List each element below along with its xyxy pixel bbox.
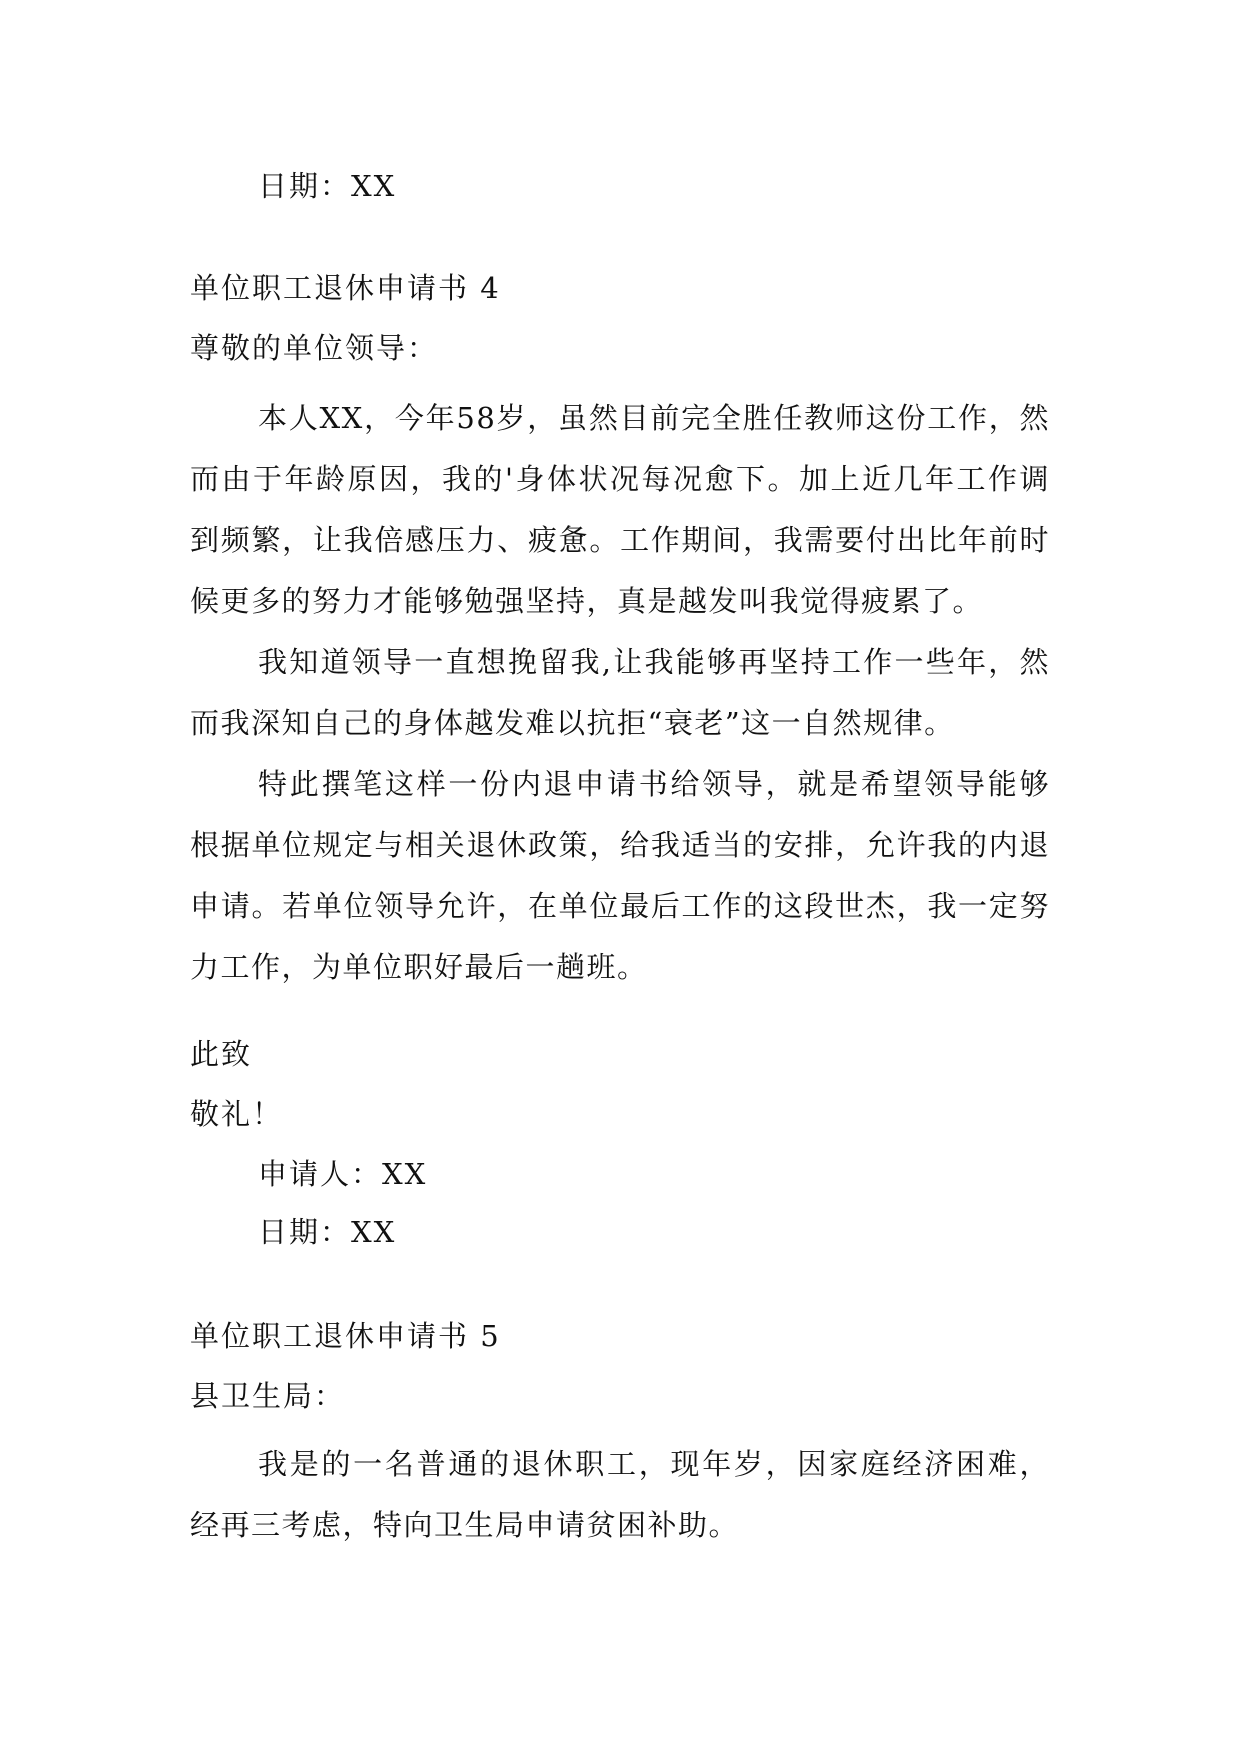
letter4-paragraph-1: 本人XX，今年58岁，虽然目前完全胜任教师这份工作，然而由于年龄原因，我的'身体状况每况愈下。加上近几年工作调到频繁，让我倍感压力、疲惫。工作期间，我需要付出比年前时候更多的努力才能够勉强坚持，真是越发叫我觉得疲累了。 [190, 401, 1050, 618]
letter4-applicant: 申请人：XX [258, 1157, 428, 1191]
letter4-closing-1: 此致 [190, 1037, 253, 1071]
letter4-paragraph-2: 我知道领导一直想挽留我,让我能够再坚持工作一些年，然而我深知自己的身体越发难以抗拒“衰老”这一自然规律。 [190, 645, 1050, 740]
letter4-salutation: 尊敬的单位领导： [190, 331, 439, 365]
letter5-title: 单位职工退休申请书 5 [190, 1319, 501, 1353]
letter5-paragraph-1: 我是的一名普通的退休职工，现年岁，因家庭经济困难，经再三考虑，特向卫生局申请贫困补助。 [190, 1447, 1050, 1542]
letter5-body [190, 1434, 1050, 1556]
letter4-body [190, 388, 1050, 998]
letter5-salutation: 县卫生局： [190, 1379, 346, 1413]
letter4-closing-2: 敬礼！ [190, 1097, 284, 1131]
letter4-title: 单位职工退休申请书 4 [190, 271, 501, 305]
letter4-paragraph-3: 特此撰笔这样一份内退申请书给领导，就是希望领导能够根据单位规定与相关退休政策，给我适当的安排，允许我的内退申请。若单位领导允许，在单位最后工作的这段世杰，我一定努力工作，为单位职好最后一趟班。 [190, 767, 1050, 984]
top-date-line: 日期：XX [258, 169, 397, 203]
letter4-date: 日期：XX [258, 1215, 397, 1249]
